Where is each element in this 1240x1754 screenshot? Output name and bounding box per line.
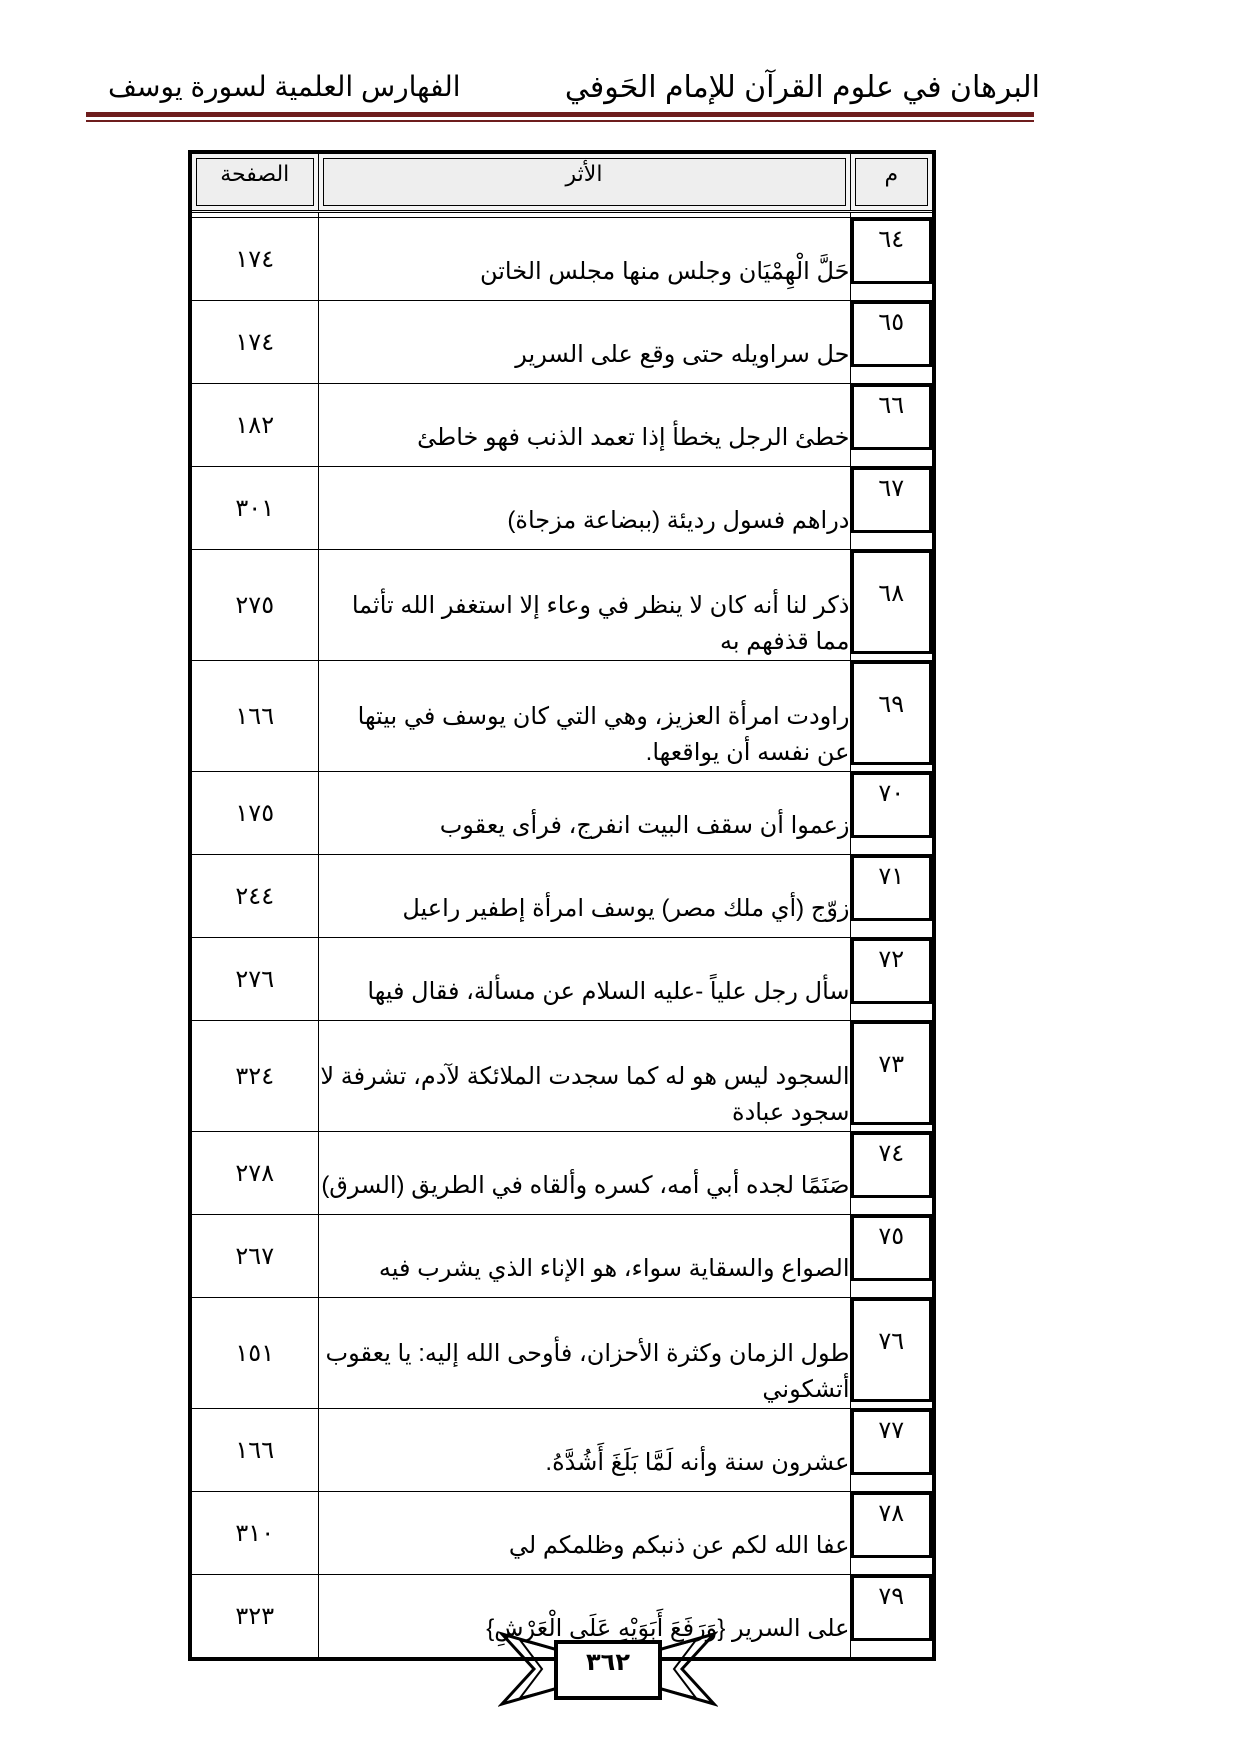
header-rule — [86, 112, 1034, 117]
row-number: ٧٢ — [851, 938, 933, 1004]
row-number: ٧٣ — [851, 1021, 933, 1125]
page-reference: ١٧٤ — [190, 218, 318, 301]
row-number-cell — [850, 1575, 934, 1660]
row-number-cell — [850, 938, 934, 1021]
row-number-cell — [850, 1021, 934, 1132]
athar-text: راودت امرأة العزيز، وهي التي كان يوسف في بيتها عن نفسه أن يواقعها. — [318, 661, 850, 772]
row-number: ٧٠ — [851, 772, 933, 838]
table-row — [190, 1215, 934, 1298]
athar-index-table — [188, 150, 936, 1661]
header-rule-thin — [86, 120, 1034, 122]
athar-text: سأل رجل علياً -عليه السلام عن مسألة، فقال فيها — [318, 938, 850, 1021]
row-number: ٧١ — [851, 855, 933, 921]
athar-text: زعموا أن سقف البيت انفرج، فرأى يعقوب — [318, 772, 850, 855]
athar-text: دراهم فسول رديئة (ببضاعة مزجاة) — [318, 467, 850, 550]
athar-text: صَنَمًا لجده أبي أمه، كسره وألقاه في الطريق (السرق) — [318, 1132, 850, 1215]
table-row — [190, 855, 934, 938]
row-number-cell — [850, 550, 934, 661]
row-number-cell — [850, 772, 934, 855]
table-row — [190, 1298, 934, 1409]
row-number-cell — [850, 1215, 934, 1298]
page-reference: ١٧٥ — [190, 772, 318, 855]
athar-text: خطئ الرجل يخطأ إذا تعمد الذنب فهو خاطئ — [318, 384, 850, 467]
page-reference: ٢٧٦ — [190, 938, 318, 1021]
column-header-page: الصفحة — [190, 152, 318, 212]
table-row — [190, 938, 934, 1021]
page-reference: ١٨٢ — [190, 384, 318, 467]
row-number-cell — [850, 1409, 934, 1492]
column-header-athar: الأثر — [318, 152, 850, 212]
athar-text: طول الزمان وكثرة الأحزان، فأوحى الله إليه: يا يعقوب أتشكوني — [318, 1298, 850, 1409]
row-number-cell — [850, 218, 934, 301]
page-reference: ١٧٤ — [190, 301, 318, 384]
row-number: ٧٥ — [851, 1215, 933, 1281]
table-row — [190, 301, 934, 384]
row-number: ٦٧ — [851, 467, 933, 533]
table-row — [190, 550, 934, 661]
row-number: ٧٧ — [851, 1409, 933, 1475]
page-reference: ٣١٠ — [190, 1492, 318, 1575]
athar-text: السجود ليس هو له كما سجدت الملائكة لآدم، تشرفة لا سجود عبادة — [318, 1021, 850, 1132]
row-number: ٧٤ — [851, 1132, 933, 1198]
page-reference: ١٦٦ — [190, 1409, 318, 1492]
page-reference: ٣٢٤ — [190, 1021, 318, 1132]
table-row — [190, 1132, 934, 1215]
table-row — [190, 467, 934, 550]
section-title: الفهارس العلمية لسورة يوسف — [108, 71, 461, 102]
athar-text: ذكر لنا أنه كان لا ينظر في وعاء إلا استغفر الله تأثما مما قذفهم به — [318, 550, 850, 661]
row-number-cell — [850, 301, 934, 384]
table-row — [190, 1021, 934, 1132]
table-row — [190, 661, 934, 772]
row-number: ٦٥ — [851, 301, 933, 367]
page-reference: ٢٦٧ — [190, 1215, 318, 1298]
running-header — [0, 0, 1240, 130]
column-header-number: م — [850, 152, 934, 212]
row-number-cell — [850, 1492, 934, 1575]
table-row — [190, 218, 934, 301]
table-row — [190, 772, 934, 855]
athar-text: زوّج (أي ملك مصر) يوسف امرأة إطفير راعيل — [318, 855, 850, 938]
athar-text: عشرون سنة وأنه لَمَّا بَلَغَ أَشُدَّهُ. — [318, 1409, 850, 1492]
row-number-cell — [850, 855, 934, 938]
row-number: ٦٨ — [851, 550, 933, 654]
athar-text: عفا الله لكم عن ذنبكم وظلمكم لي — [318, 1492, 850, 1575]
page-reference: ٢٧٨ — [190, 1132, 318, 1215]
row-number-cell — [850, 384, 934, 467]
athar-index-table-wrapper — [188, 150, 932, 1661]
page-reference: ٣٠١ — [190, 467, 318, 550]
row-number-cell — [850, 661, 934, 772]
page-reference: ٢٧٥ — [190, 550, 318, 661]
table-row — [190, 1492, 934, 1575]
table-header-row — [190, 152, 934, 212]
page-number-badge — [498, 1628, 718, 1710]
row-number-cell — [850, 1298, 934, 1409]
page-reference: ١٦٦ — [190, 661, 318, 772]
row-number: ٦٩ — [851, 661, 933, 765]
row-number: ٧٦ — [851, 1298, 933, 1402]
row-number-cell — [850, 1132, 934, 1215]
book-title: البرهان في علوم القرآن للإمام الحَوفي — [564, 71, 1040, 104]
row-number-cell — [850, 467, 934, 550]
table-row — [190, 384, 934, 467]
row-number: ٧٩ — [851, 1575, 933, 1641]
row-number: ٦٦ — [851, 384, 933, 450]
athar-text: على السرير {وَرَفَعَ أَبَوَيْهِ عَلَى الْعَرْشِ} — [318, 1575, 850, 1660]
page-reference: ١٥١ — [190, 1298, 318, 1409]
row-number: ٦٤ — [851, 218, 933, 284]
page-reference: ٣٢٣ — [190, 1575, 318, 1660]
row-number: ٧٨ — [851, 1492, 933, 1558]
athar-text: حل سراويله حتى وقع على السرير — [318, 301, 850, 384]
page-number: ٣٦٢ — [586, 1649, 630, 1676]
athar-text: الصواع والسقاية سواء، هو الإناء الذي يشرب فيه — [318, 1215, 850, 1298]
athar-text: حَلَّ الْهِمْيَان وجلس منها مجلس الخاتن — [318, 218, 850, 301]
table-body — [190, 218, 934, 1660]
page-reference: ٢٤٤ — [190, 855, 318, 938]
table-row — [190, 1409, 934, 1492]
